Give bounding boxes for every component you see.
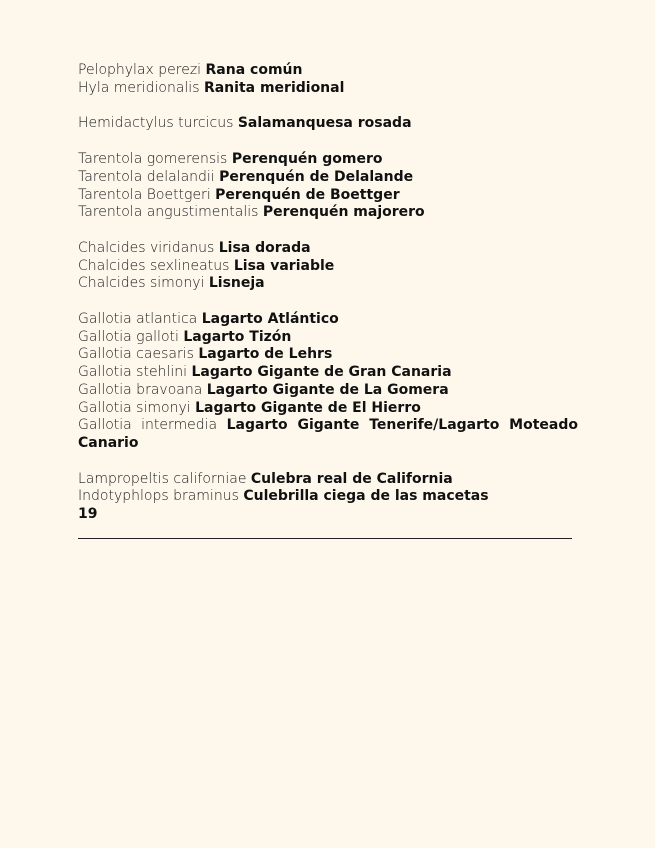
common-name: Perenquén majorero xyxy=(262,204,425,221)
common-name: Lisneja xyxy=(208,275,265,292)
common-name: Culebra real de California xyxy=(250,470,453,487)
species-entry xyxy=(78,382,578,400)
scientific-name: Tarentola delalandii xyxy=(78,168,215,185)
species-entry xyxy=(78,346,578,364)
scientific-name: Gallotia caesaris xyxy=(78,346,194,363)
species-entry xyxy=(78,204,578,222)
species-entry xyxy=(78,187,578,205)
scientific-name: Gallotia intermedia xyxy=(78,417,218,434)
species-entry xyxy=(78,62,578,80)
common-name: Salamanquesa rosada xyxy=(237,115,412,132)
scientific-name: Tarentola angustimentalis xyxy=(78,204,259,221)
common-name: Lagarto Gigante de Gran Canaria xyxy=(191,364,452,381)
species-group xyxy=(78,151,578,222)
scientific-name: Pelophylax perezi xyxy=(78,62,202,78)
common-name: Perenquén de Delalande xyxy=(219,168,414,185)
common-name: Lagarto Gigante de El Hierro xyxy=(195,399,421,416)
species-entry xyxy=(78,240,578,258)
scientific-name: Tarentola Boettgeri xyxy=(78,186,211,203)
species-list xyxy=(78,62,578,524)
species-entry xyxy=(78,169,578,187)
common-name: Lagarto Tizón xyxy=(183,328,292,345)
species-group xyxy=(78,311,578,453)
common-name: Rana común xyxy=(205,62,303,78)
scientific-name: Gallotia bravoana xyxy=(78,381,203,398)
species-entry xyxy=(78,115,578,133)
scientific-name: Chalcides simonyi xyxy=(78,275,205,292)
species-group xyxy=(78,62,578,97)
common-name: Lagarto Atlántico xyxy=(201,311,339,328)
scientific-name: Chalcides viridanus xyxy=(78,239,215,256)
common-name: Lagarto Gigante de La Gomera xyxy=(206,381,449,398)
species-entry xyxy=(78,417,578,452)
footer-rule xyxy=(78,538,572,539)
species-entry xyxy=(78,471,578,489)
scientific-name: Lampropeltis californiae xyxy=(78,470,247,487)
species-entry xyxy=(78,258,578,276)
species-entry xyxy=(78,400,578,418)
scientific-name: Indotyphlops braminus xyxy=(78,488,239,505)
species-entry xyxy=(78,151,578,169)
common-name: Lagarto de Lehrs xyxy=(198,346,333,363)
species-entry xyxy=(78,311,578,329)
scientific-name: Gallotia stehlini xyxy=(78,364,187,381)
species-group xyxy=(78,115,578,133)
common-name: Lagarto Gigante Tenerife/Lagarto Moteado Canario xyxy=(78,417,579,451)
common-name: Perenquén gomero xyxy=(231,151,383,168)
common-name: Ranita meridional xyxy=(203,79,345,96)
common-name: Culebrilla ciega de las macetas xyxy=(243,488,489,505)
species-group xyxy=(78,471,578,506)
species-entry xyxy=(78,275,578,293)
scientific-name: Gallotia simonyi xyxy=(78,399,191,416)
common-name: Lisa variable xyxy=(233,257,335,274)
common-name: Lisa dorada xyxy=(218,239,311,256)
scientific-name: Gallotia atlantica xyxy=(78,311,198,328)
page-number: 19 xyxy=(78,506,98,523)
species-entry xyxy=(78,329,578,347)
species-entry xyxy=(78,364,578,382)
scientific-name: Hemidactylus turcicus xyxy=(78,115,234,132)
scientific-name: Hyla meridionalis xyxy=(78,79,200,96)
species-group xyxy=(78,240,578,293)
scientific-name: Tarentola gomerensis xyxy=(78,151,228,168)
common-name: Perenquén de Boettger xyxy=(215,186,400,203)
species-entry xyxy=(78,80,578,98)
scientific-name: Gallotia galloti xyxy=(78,328,179,345)
species-entry xyxy=(78,488,578,506)
scientific-name: Chalcides sexlineatus xyxy=(78,257,230,274)
